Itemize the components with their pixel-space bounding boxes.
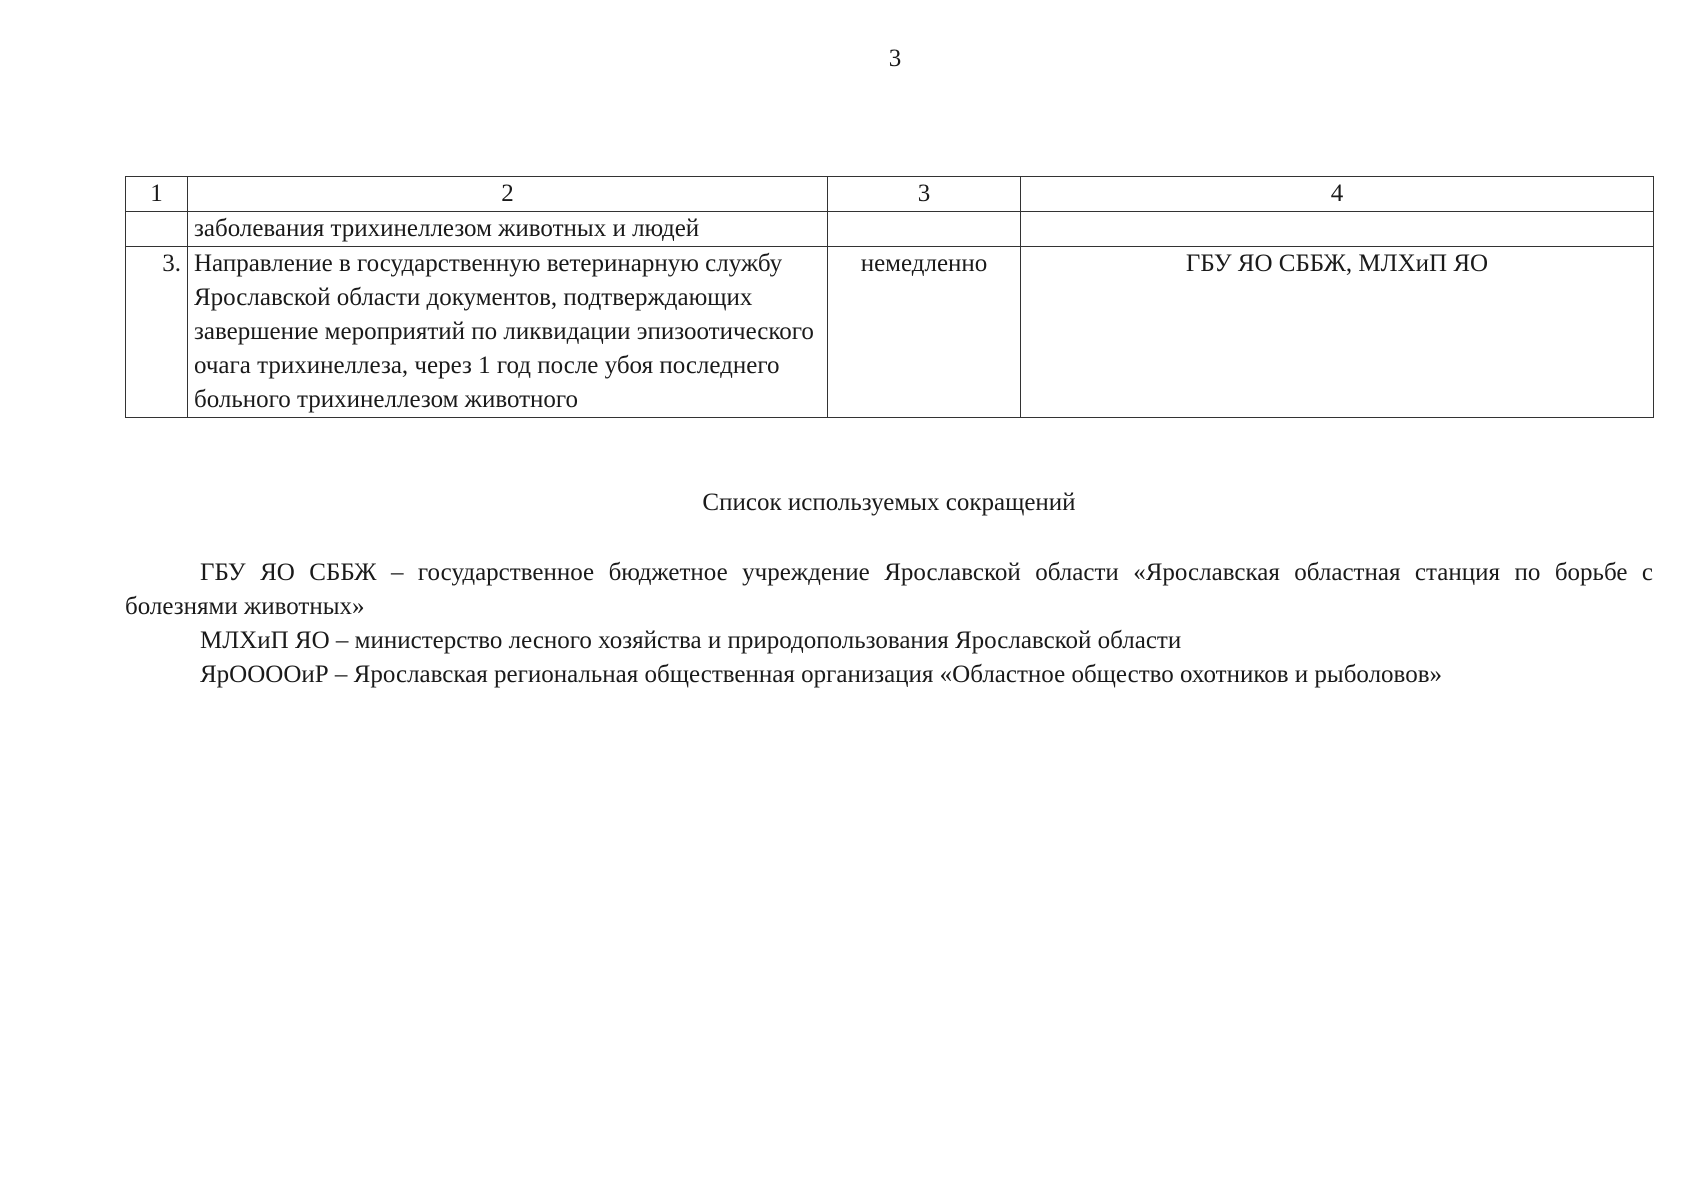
header-cell-4: 4 [1021, 177, 1654, 212]
abbreviation-item: МЛХиП ЯО – министерство лесного хозяйства и природопользования Ярославской области [200, 627, 1182, 654]
table-row [126, 247, 1654, 418]
abbreviation-item: ЯрООООиР – Ярославская региональная общественная организация «Областное общество охотников и рыболовов» [200, 661, 1442, 688]
row-number: 3. [126, 247, 188, 418]
header-cell-1: 1 [126, 177, 188, 212]
row-responsible [1021, 212, 1654, 247]
abbreviation-item: ГБУ ЯО СББЖ – государственное бюджетное учреждение Ярославской области «Ярославская областная станция по борьбе с болезнями животных» [125, 559, 1653, 620]
header-cell-3: 3 [828, 177, 1021, 212]
table-row [126, 212, 1654, 247]
abbreviations-title: Список используемых сокращений [702, 489, 1076, 516]
row-responsible: ГБУ ЯО СББЖ, МЛХиП ЯО [1021, 247, 1654, 418]
row-term: немедленно [828, 247, 1021, 418]
page-number: 3 [888, 45, 902, 72]
abbreviations-list [125, 556, 1653, 692]
row-action: заболевания трихинеллезом животных и людей [188, 212, 828, 247]
header-cell-2: 2 [188, 177, 828, 212]
row-term [828, 212, 1021, 247]
measures-table [125, 176, 1654, 418]
table-header-row [126, 177, 1654, 212]
row-action: Направление в государственную ветеринарную службу Ярославской области документов, подтверждающих завершение мероприятий по ликвидации эпизоотического очага трихинеллеза, через 1 год после убоя последнего больного трихинеллезом животного [188, 247, 828, 418]
row-number [126, 212, 188, 247]
